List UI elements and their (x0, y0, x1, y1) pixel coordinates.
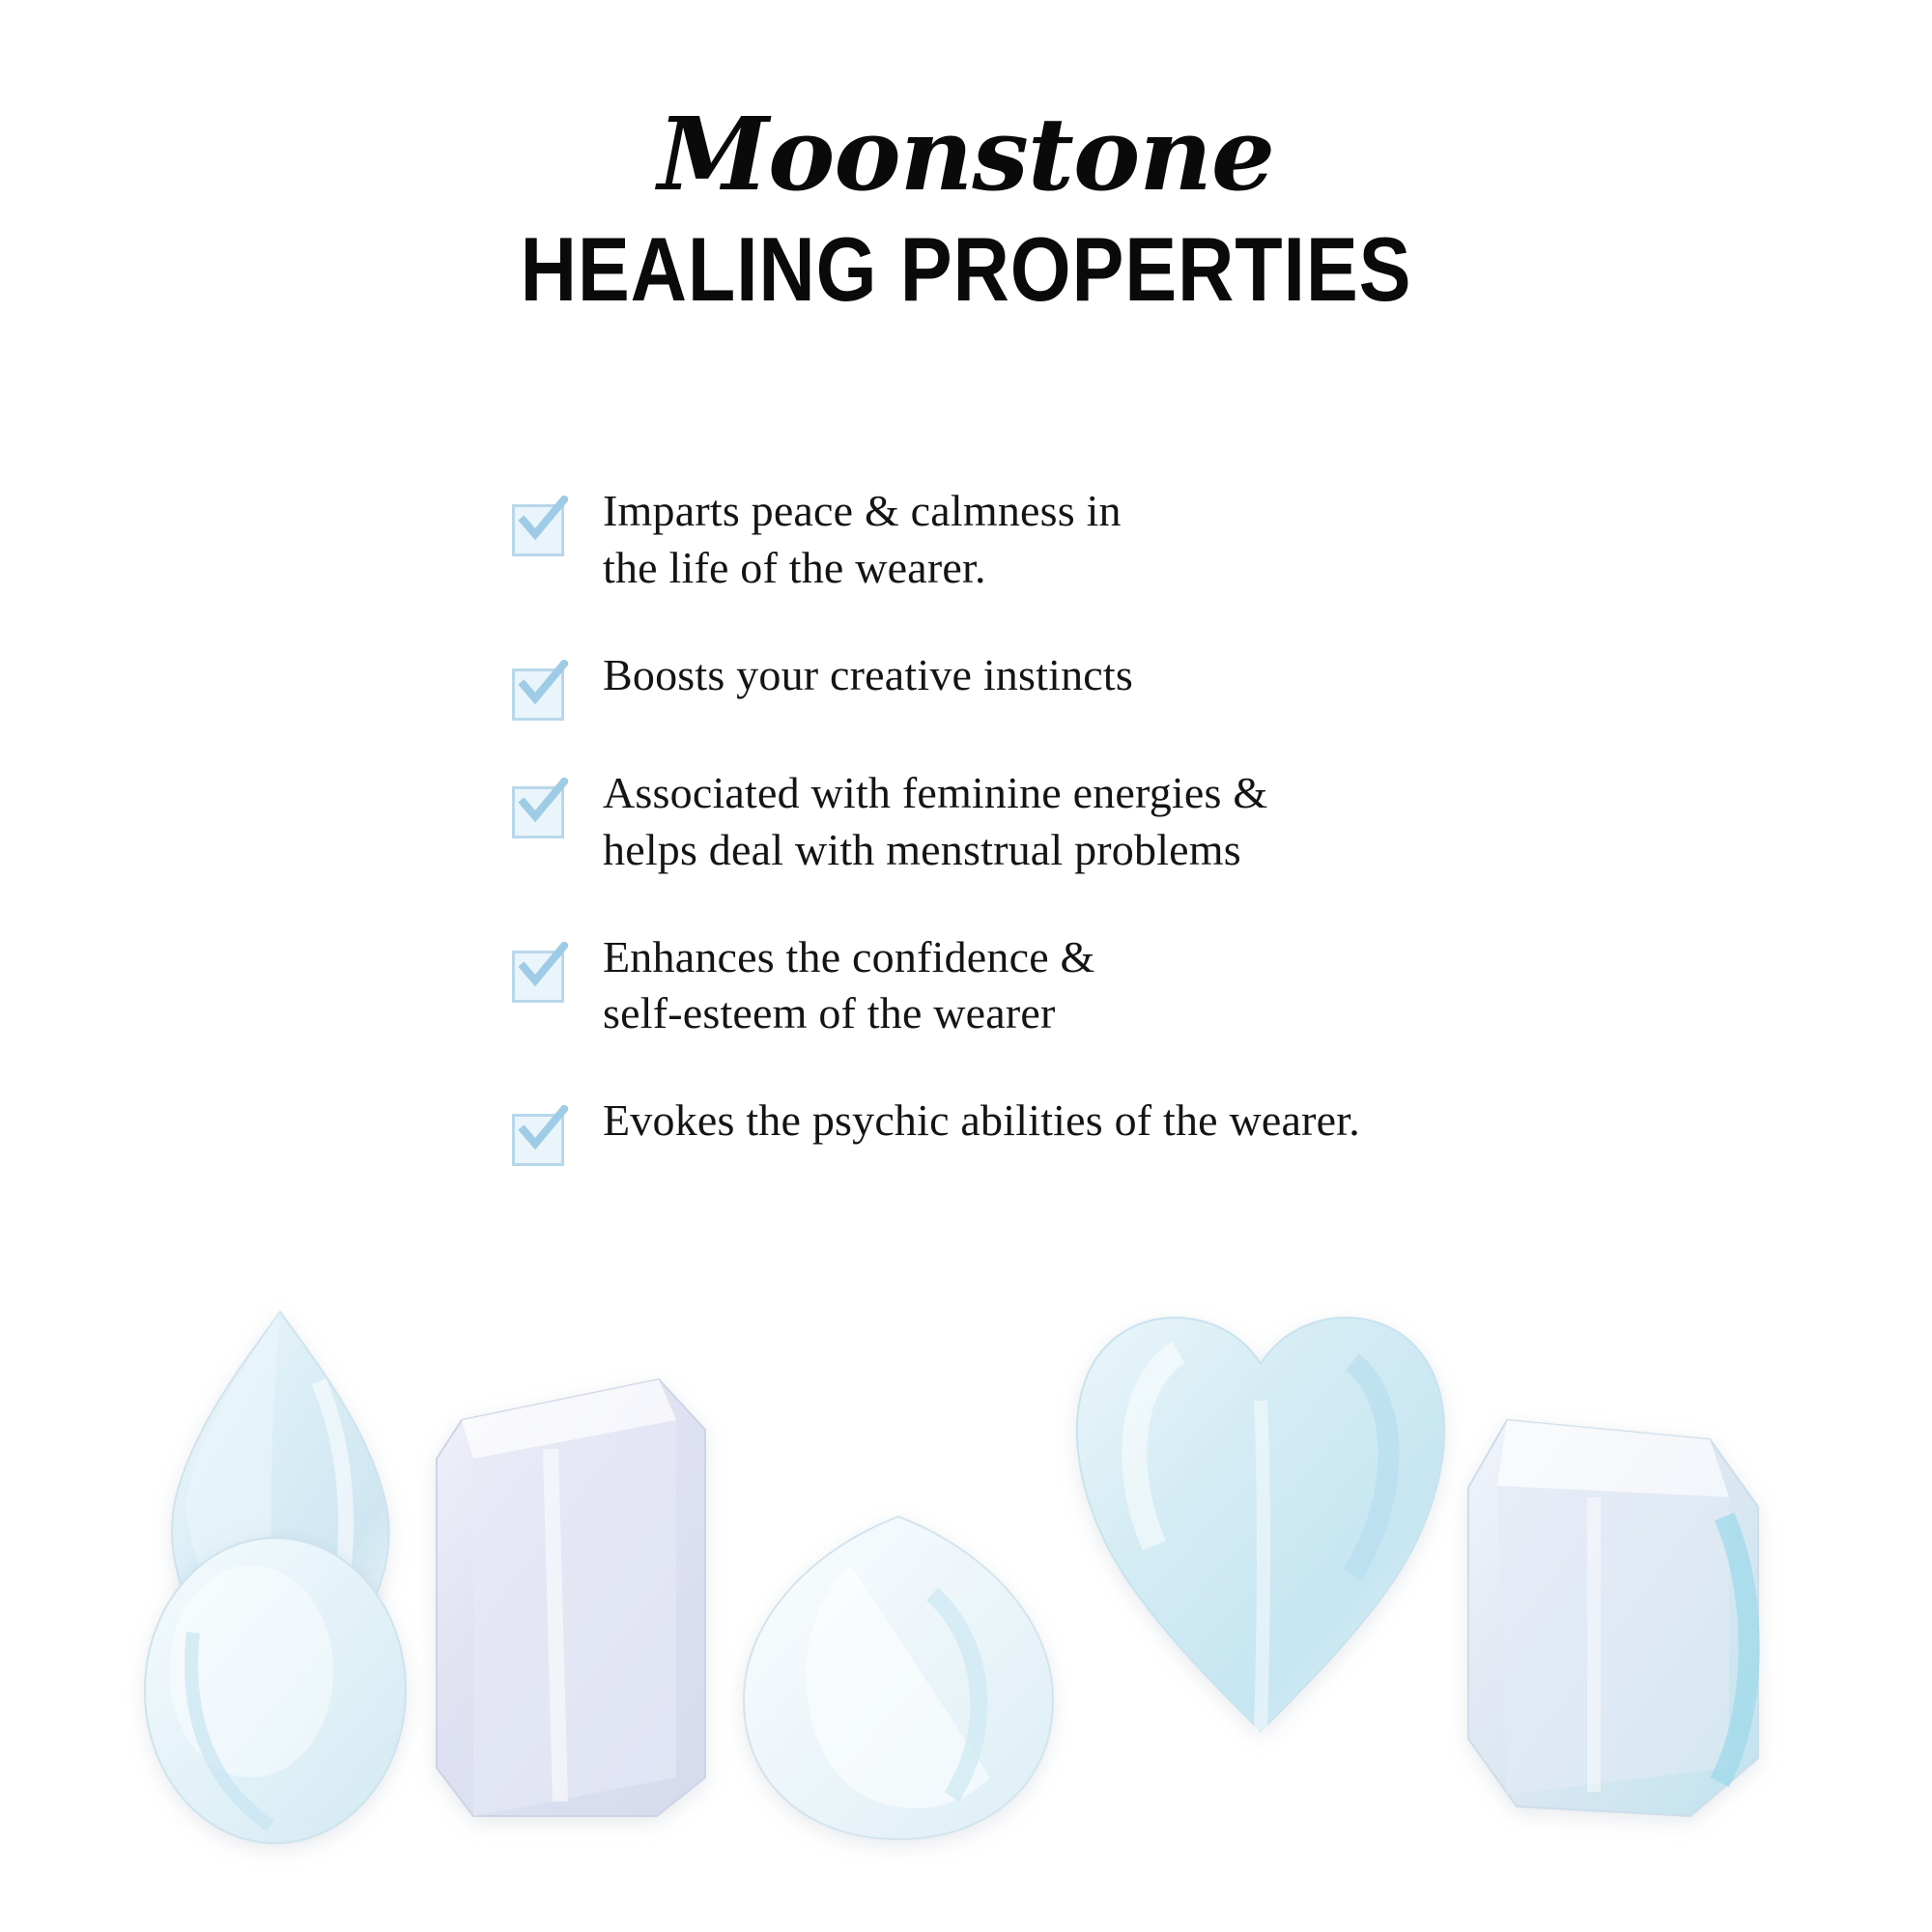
list-item-text (603, 929, 1095, 1043)
page-header (0, 0, 1932, 318)
checked-checkbox-icon (512, 951, 564, 1003)
page-title-script: Moonstone (657, 95, 1275, 213)
healing-properties-list (0, 483, 1932, 1216)
list-item (0, 647, 1932, 721)
list-item-line: Evokes the psychic abilities of the wearer. (603, 1095, 1360, 1146)
list-item-line: helps deal with menstrual problems (603, 824, 1241, 874)
list-item (0, 929, 1932, 1043)
list-item (0, 765, 1932, 879)
list-item-line: Boosts your creative instincts (603, 649, 1133, 699)
checked-checkbox-icon (512, 1114, 564, 1166)
list-item (0, 1093, 1932, 1166)
list-item-text (603, 483, 1122, 597)
list-item-line: the life of the wearer. (603, 542, 986, 592)
list-item-line: self-esteem of the wearer (603, 988, 1056, 1038)
cushion-cut-gemstone (1449, 1401, 1777, 1835)
emerald-cut-gemstone (415, 1362, 734, 1835)
list-item-text (603, 647, 1133, 704)
page-title-main: HEALING PROPERTIES (520, 218, 1412, 320)
list-item-line: Imparts peace & calmness in (603, 486, 1122, 535)
moonstone-gemstone-cluster (0, 1333, 1932, 1932)
pear-rough-gemstone (734, 1507, 1063, 1845)
checked-checkbox-icon (512, 504, 564, 556)
list-item-line: Enhances the confidence & (603, 931, 1095, 981)
oval-cut-gemstone (135, 1526, 415, 1845)
checked-checkbox-icon (512, 668, 564, 721)
list-item-text (603, 1093, 1360, 1150)
list-item-line: Associated with feminine energies & (603, 767, 1268, 817)
checked-checkbox-icon (512, 786, 564, 838)
list-item (0, 483, 1932, 597)
heart-cut-gemstone (1063, 1294, 1459, 1758)
list-item-text (603, 765, 1267, 879)
